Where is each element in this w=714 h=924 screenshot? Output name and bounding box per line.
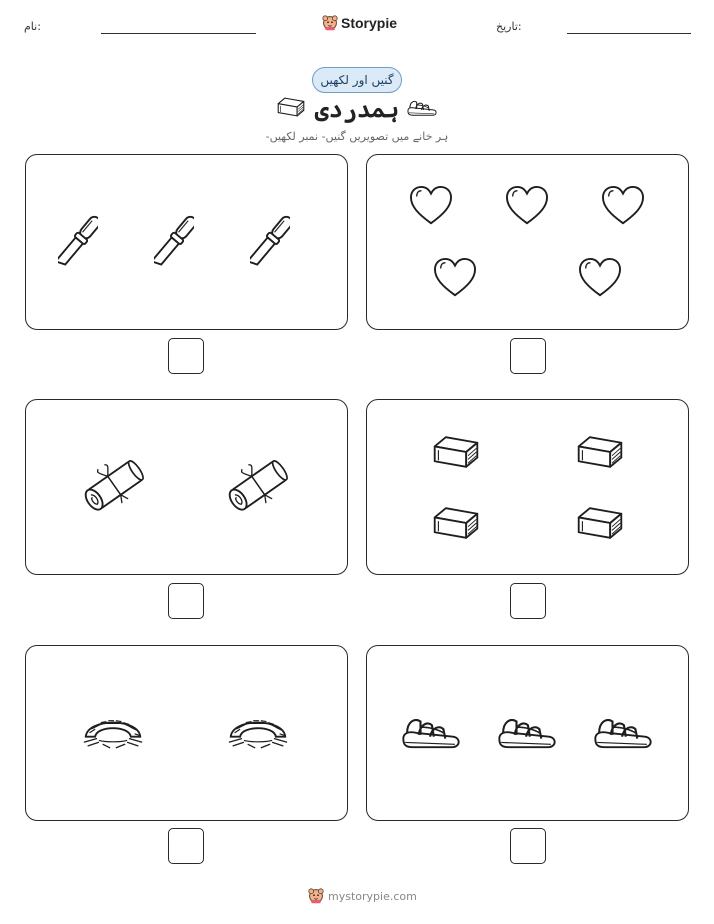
count-box-chisels [25,154,348,330]
sandal-icon [591,710,655,752]
chisel-icon [154,209,194,275]
sandal-icon [495,710,559,752]
answer-box[interactable] [510,828,546,864]
answer-box[interactable] [510,583,546,619]
count-box-scrolls [25,399,348,575]
scroll-icon [82,456,148,514]
brand-logo [322,12,397,34]
book-icon [575,504,625,542]
chisel-icon [250,209,290,275]
count-box-sandals [366,645,689,821]
mascot-icon [308,888,324,904]
chisel-icon [58,209,98,275]
bridge-icon [82,710,144,752]
book-icon [575,433,625,471]
scroll-icon [226,456,292,514]
bridge-icon [227,710,289,752]
sandal-icon [406,95,438,119]
name-line[interactable] [101,33,256,34]
count-box-bridges [25,645,348,821]
date-line[interactable] [567,33,691,34]
heart-icon [600,185,646,227]
answer-box[interactable] [168,338,204,374]
footer-site: mystorypie.com [328,889,417,903]
sandal-icon [399,710,463,752]
mascot-icon [322,15,338,31]
answer-box[interactable] [168,583,204,619]
brand-name: Storypie [341,15,398,31]
answer-box[interactable] [168,828,204,864]
heart-icon [577,257,623,299]
activity-badge: گنیں اور لکھیں [312,67,402,93]
book-icon [431,504,481,542]
name-label: نام: [24,20,41,33]
footer [308,886,417,906]
count-box-books [366,399,689,575]
instructions: ہر خانے میں تصویریں گنیں- نمبر لکھیں- [265,130,449,143]
page-title: ہمدردی [314,94,400,123]
heart-icon [432,257,478,299]
answer-box[interactable] [510,338,546,374]
date-label: تاریخ: [496,20,522,33]
count-box-hearts [366,154,689,330]
heart-icon [504,185,550,227]
heart-icon [408,185,454,227]
book-icon [431,433,481,471]
